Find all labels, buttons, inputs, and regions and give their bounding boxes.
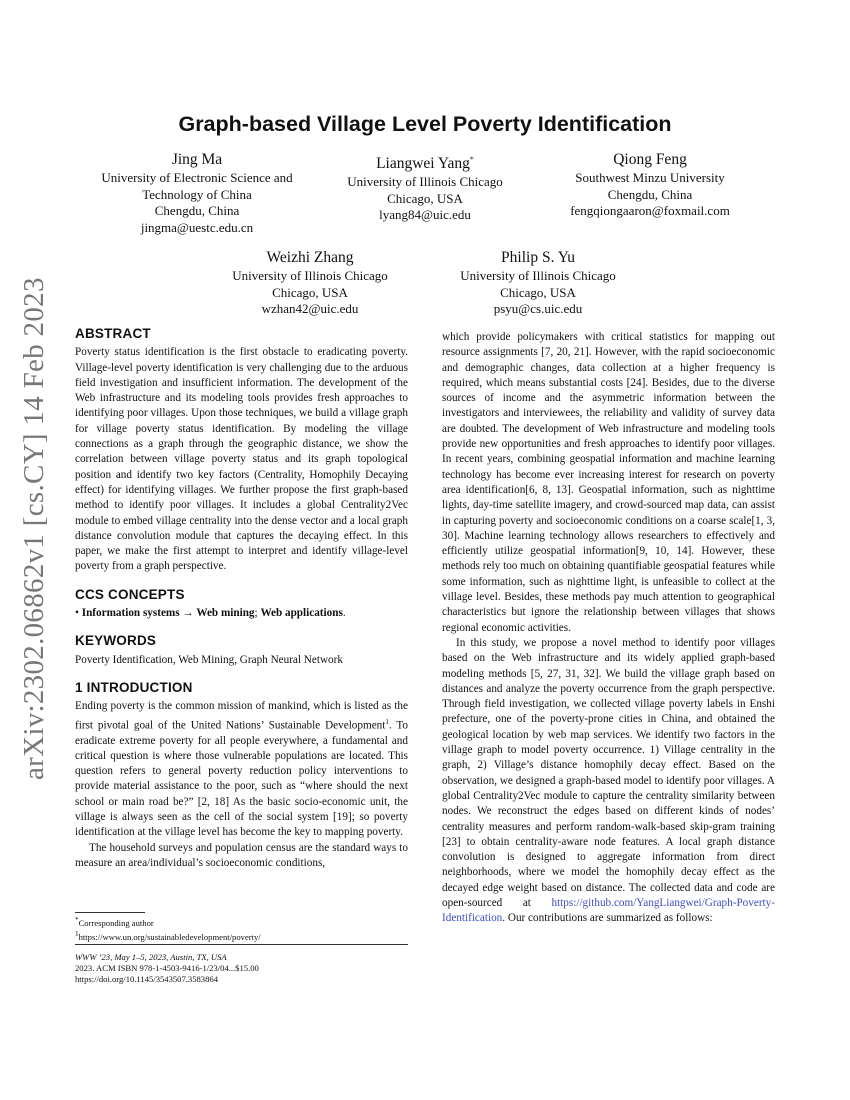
abstract-text: Poverty status identification is the first obstacle to eradicating poverty. Village-level poverty identification is very challenging due to the arduous field investigation and insufficient information. The development of the Web infrastructure and its modeling tools provides fresh approaches to identifying poor villages. Upon those techniques, we build a village graph for village poverty status identification. By modeling the village connections as a graph through the geographic distance, we show the correlation between village poverty status and its graph topological position and identify two key factors (Centrality, Homophily Decaying effect) for identifying villages. We further propose the first graph-based method to identify poor villages. It includes a global Centrality2Vec module to embed village centrality into the dense vector and a local graph distance convolution module that captures the decaying effect. In this paper, we make the first attempt to interpret and identify village-level poverty from a graph perspective. — [75, 346, 408, 573]
ccs-concepts: • Information systems → Web mining; Web applications. — [75, 607, 346, 620]
author-block-1 — [92, 150, 302, 236]
acm-isbn: 2023. ACM ISBN 978-1-4503-9416-1/23/04...$15.00 — [75, 963, 259, 973]
author-city: Chicago, USA — [387, 190, 463, 206]
arxiv-identifier: arXiv:2302.06862v1 [cs.CY] 14 Feb 2023 — [18, 277, 50, 780]
introduction-heading: 1 INTRODUCTION — [75, 679, 193, 695]
intro-paragraph-2: The household surveys and population census are the standard ways to measure an area/individual’s socioeconomic conditions, — [75, 841, 408, 869]
conference-venue: WWW ’23, May 1–5, 2023, Austin, TX, USA — [75, 952, 227, 962]
ccs-heading: CCS CONCEPTS — [75, 586, 185, 602]
keywords-text: Poverty Identification, Web Mining, Graph Neural Network — [75, 653, 343, 666]
author-block-5 — [438, 248, 638, 318]
author-block-2 — [325, 150, 525, 224]
author-affiliation: University of Illinois Chicago — [232, 268, 388, 283]
author-email: jingma@uestc.edu.cn — [140, 219, 254, 235]
intro-paragraph-3: which provide policymakers with critical statistics for mapping out resource assignments [7, 20, 21]. However, with the rapid socioeconomic and demographic changes, data collection at a higher frequency is required, which means substantial costs [24]. Besides, due to the diverse sources of income and the asymmetric information between the investigators and interviewees, the reliability and validity of survey data are doubted. The development of Web infrastructure and modeling tools provide new opportunities and fresh approaches to identify poor villages. In recent years, combining geospatial information and machine learning technology has become ever increasing interest for research on poverty area identification[6, 8, 13]. Geospatial information, such as nighttime lights, day-time satellite imagery, and crowd-sourced map data, can assist in capturing poverty and socioeconomic conditions on a coarse scale[1, 3, 30]. Machine learning technology allows researchers to effectively and efficiently utilize geospatial information[9, 10, 14]. However, these methods rely too much on obtaining quantifiable geospatial features while some information, such as nighttime light, is unfeasible to collect at the village level. Besides, these methods pay much attention to geographical characteristics but ignore the relationship between villages that shows regional economic activities. — [442, 331, 775, 634]
footnote-corresponding: *Corresponding author — [75, 916, 154, 928]
author-name: Philip S. Yu — [501, 249, 575, 266]
author-name: Weizhi Zhang — [266, 249, 354, 266]
author-affiliation: University of Illinois Chicago — [460, 268, 616, 283]
author-city: Chicago, USA — [272, 284, 348, 300]
corresponding-mark: * — [469, 155, 474, 164]
paper-title: Graph-based Village Level Poverty Identification — [178, 112, 672, 136]
author-city: Chicago, USA — [500, 284, 576, 300]
author-affiliation: Southwest Minzu University — [575, 170, 725, 185]
conference-info — [75, 952, 408, 985]
author-name: Jing Ma — [171, 151, 223, 168]
abstract-heading: ABSTRACT — [75, 326, 151, 341]
author-block-3 — [550, 150, 750, 220]
conference-rule — [75, 944, 408, 945]
author-block-4 — [210, 248, 410, 318]
author-email: fengqiongaaron@foxmail.com — [570, 203, 730, 218]
footnote-ref: 1 — [385, 717, 389, 726]
author-email: lyang84@uic.edu — [379, 207, 471, 223]
footnote-1: $^1$https://www.un.org/sustainabledevelopment/poverty/ — [75, 929, 261, 942]
author-email: wzhan42@uic.edu — [261, 301, 359, 316]
author-affiliation: University of Electronic Science and Technology of China — [101, 170, 293, 202]
author-affiliation: University of Illinois Chicago — [347, 174, 503, 190]
footnotes — [75, 915, 408, 943]
author-email: psyu@cs.uic.edu — [493, 301, 583, 316]
footnote-rule — [75, 912, 145, 913]
intro-paragraph-4: In this study, we propose a novel method to identify poor villages based on the Web infrastructure and its widely applied graph-based modeling methods [5, 27, 31, 32]. We build the village graph based on distances and analyze the poverty occurrence from the graph perspective. Through field investigation, we collected village poverty labels in Enshi prefecture, one of the poverty-prone cities in China, and obtained the geological location by web map services. We identify two factors in the village graph to model poverty occurrence. 1) Village centrality in the graph, 2) Village’s distance homophily decay effect. Based on the observation, we designed a graph-based model to identify poor villages. A global Centrality2Vec module to capture the centrality similarity between nodes. We reconstruct the edges based on different kinds of nodes’ centrality measures and perform random-walk-based skip-gram training [23] to obtain centrality-aware node features. A local graph distance convolution is designed to aggregate information from direct neighborhoods, where we model the homophily decay effect as the decayed edge weight based on distance. The collected data and code are open-sourced at https://github.com/YangLiangwei/Graph-Poverty-Identification. Our contributions are summarized as follows: — [442, 636, 775, 925]
author-name: Qiong Feng — [613, 151, 687, 168]
github-link[interactable]: https://github.com/YangLiangwei/Graph-Poverty-Identification — [442, 896, 775, 925]
intro-paragraph-1: Ending poverty is the common mission of mankind, which is listed as the first pivotal goal of the United Nations’ Sustainable Development$^1$. To eradicate extreme poverty for all people everywhere, a fundamental and critical question is where those vulnerable populations are located. This question refers to general poverty reduction policy interventions to provide material assistance to the poor, such as “where should the next school or main road be?” [2, 18] As the basic socio-economic unit, the village is always seen as the cell of the social system [19]; so poverty identification at the village level has become the key to mapping poverty. — [75, 700, 408, 839]
left-column — [75, 326, 408, 871]
author-city: Chengdu, China — [607, 186, 693, 202]
author-city: Chengdu, China — [154, 203, 240, 218]
keywords-heading: KEYWORDS — [75, 633, 157, 649]
right-column — [442, 330, 775, 927]
doi: https://doi.org/10.1145/3543507.3583864 — [75, 974, 218, 984]
author-name: Liangwei Yang* — [376, 155, 474, 173]
